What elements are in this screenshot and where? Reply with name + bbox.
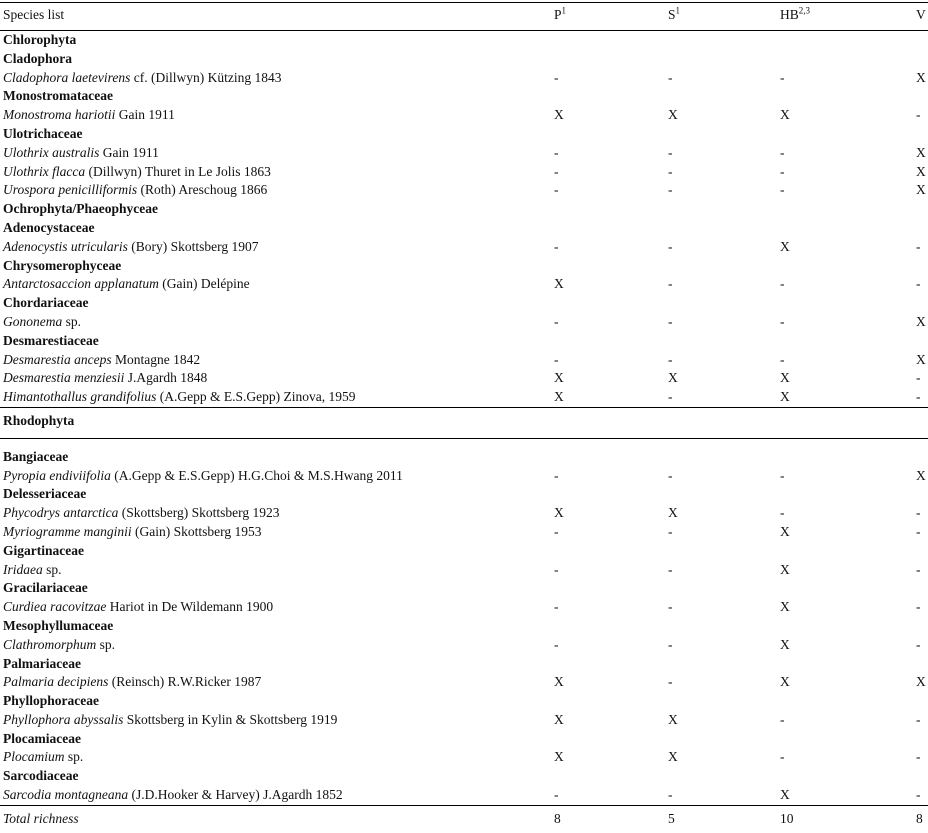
value-cell: X — [916, 467, 926, 483]
value-cell: X — [916, 674, 926, 690]
group-row — [0, 438, 928, 466]
species-row — [0, 388, 928, 407]
group-label-cell: Chrysomerophyceae — [3, 257, 122, 273]
value-cell — [916, 257, 928, 276]
value-cell: X — [668, 370, 678, 386]
value-cell: - — [916, 636, 921, 652]
species-name-cell: Myriogramme manginii (Gain) Skottsberg 1953 — [3, 523, 262, 539]
value-cell: 8 — [554, 805, 668, 833]
value-cell — [554, 125, 668, 144]
value-cell: - — [554, 182, 559, 198]
value-cell — [780, 257, 916, 276]
value-cell: - — [916, 276, 921, 292]
value-cell — [916, 655, 928, 674]
value-cell — [780, 579, 916, 598]
value-cell — [554, 407, 668, 438]
value-cell: - — [554, 636, 559, 652]
species-row — [0, 163, 928, 182]
group-row — [0, 617, 928, 636]
group-label-cell: Cladophora — [3, 50, 73, 66]
value-cell — [554, 438, 668, 466]
species-name-cell: Gononema sp. — [3, 313, 82, 329]
species-name-cell: Urospora penicilliformis (Roth) Areschoug 1866 — [3, 182, 268, 198]
group-label-cell: Sarcodiaceae — [3, 768, 79, 784]
value-cell: X — [916, 144, 926, 160]
value-cell: X — [780, 370, 790, 386]
value-cell — [668, 257, 780, 276]
value-cell — [780, 692, 916, 711]
species-name-cell: Phycodrys antarctica (Skottsberg) Skottsberg 1923 — [3, 505, 280, 521]
table-body — [0, 31, 928, 833]
value-cell: X — [554, 389, 564, 405]
header-superscript: 2,3 — [798, 5, 811, 16]
value-cell — [668, 617, 780, 636]
value-cell: - — [780, 163, 785, 179]
value-cell: - — [780, 711, 785, 727]
group-label-cell: Chordariaceae — [3, 295, 89, 311]
species-row — [0, 786, 928, 805]
value-cell — [916, 31, 928, 50]
value-cell — [916, 485, 928, 504]
value-cell — [780, 655, 916, 674]
species-row — [0, 181, 928, 200]
group-label-cell: Ochrophyta/Phaeophyceae — [3, 201, 158, 217]
value-cell: - — [668, 69, 673, 85]
value-cell — [780, 332, 916, 351]
value-cell — [916, 87, 928, 106]
value-cell — [668, 50, 780, 69]
value-cell: - — [780, 182, 785, 198]
value-cell — [916, 767, 928, 786]
value-cell — [554, 257, 668, 276]
value-cell: X — [554, 711, 564, 727]
species-name-cell: Palmaria decipiens (Reinsch) R.W.Ricker 1987 — [3, 674, 262, 690]
value-cell — [780, 767, 916, 786]
value-cell: - — [668, 276, 673, 292]
value-cell: - — [668, 561, 673, 577]
value-cell: X — [780, 636, 790, 652]
value-cell: - — [554, 69, 559, 85]
group-row — [0, 87, 928, 106]
value-cell: - — [554, 561, 559, 577]
species-table — [0, 2, 928, 833]
value-cell — [780, 31, 916, 50]
value-cell — [780, 542, 916, 561]
value-cell: - — [780, 749, 785, 765]
value-cell: X — [780, 389, 790, 405]
group-row — [0, 219, 928, 238]
value-cell: X — [668, 505, 678, 521]
value-cell — [780, 485, 916, 504]
value-cell: - — [916, 599, 921, 615]
value-cell: - — [554, 163, 559, 179]
species-row — [0, 561, 928, 580]
species-row — [0, 636, 928, 655]
group-row — [0, 200, 928, 219]
value-cell: X — [668, 107, 678, 123]
group-row — [0, 730, 928, 749]
value-cell — [916, 200, 928, 219]
column-header-p: $P^1$ — [554, 3, 668, 31]
value-cell: X — [668, 711, 678, 727]
value-cell — [554, 767, 668, 786]
value-cell — [916, 579, 928, 598]
group-row — [0, 579, 928, 598]
value-cell: - — [554, 599, 559, 615]
column-header-v: V — [916, 3, 928, 31]
column-header-species-list: Species list — [0, 3, 554, 31]
value-cell: - — [916, 107, 921, 123]
value-cell: X — [554, 276, 564, 292]
value-cell — [916, 125, 928, 144]
value-cell: - — [916, 505, 921, 521]
value-cell — [916, 50, 928, 69]
group-label-cell: Bangiaceae — [3, 448, 69, 464]
value-cell: 5 — [668, 805, 780, 833]
species-row — [0, 106, 928, 125]
value-cell: - — [916, 389, 921, 405]
value-cell: X — [780, 599, 790, 615]
value-cell — [554, 617, 668, 636]
value-cell — [668, 438, 780, 466]
header-row — [0, 3, 928, 31]
value-cell: - — [668, 163, 673, 179]
species-name-cell: Cladophora laetevirens cf. (Dillwyn) Kützing 1843 — [3, 69, 282, 85]
value-cell — [916, 617, 928, 636]
value-cell: - — [668, 389, 673, 405]
value-cell: X — [554, 749, 564, 765]
value-cell — [780, 407, 916, 438]
value-cell — [554, 200, 668, 219]
value-cell — [668, 125, 780, 144]
value-cell: - — [668, 674, 673, 690]
value-cell — [916, 219, 928, 238]
species-row — [0, 504, 928, 523]
value-cell: - — [554, 313, 559, 329]
value-cell — [668, 542, 780, 561]
value-cell — [780, 200, 916, 219]
header-superscript: 1 — [675, 5, 681, 16]
value-cell: X — [916, 163, 926, 179]
value-cell — [554, 50, 668, 69]
value-cell: X — [668, 749, 678, 765]
species-name-cell: Curdiea racovitzae Hariot in De Wildemann 1900 — [3, 599, 274, 615]
value-cell: - — [668, 182, 673, 198]
species-row — [0, 467, 928, 486]
species-name-cell: Ulothrix flacca (Dillwyn) Thuret in Le Jolis 1863 — [3, 163, 271, 179]
value-cell: - — [554, 144, 559, 160]
value-cell — [916, 438, 928, 466]
column-header-hb: HB$^{2,3}$ — [780, 3, 916, 31]
value-cell: - — [668, 351, 673, 367]
group-label-cell: Palmariaceae — [3, 655, 81, 671]
value-cell — [916, 730, 928, 749]
value-cell — [780, 438, 916, 466]
value-cell — [780, 219, 916, 238]
group-row — [0, 655, 928, 674]
total-label-cell: Total richness — [0, 805, 554, 833]
value-cell: - — [780, 69, 785, 85]
group-row — [0, 692, 928, 711]
species-name-cell: Ulothrix australis Gain 1911 — [3, 144, 159, 160]
value-cell — [554, 692, 668, 711]
value-cell — [668, 87, 780, 106]
value-cell: - — [554, 351, 559, 367]
value-cell — [780, 730, 916, 749]
species-name-cell: Iridaea sp. — [3, 561, 62, 577]
value-cell: - — [916, 561, 921, 577]
value-cell — [780, 617, 916, 636]
value-cell — [668, 294, 780, 313]
species-name-cell: Adenocystis utricularis (Bory) Skottsberg 1907 — [3, 238, 259, 254]
species-row — [0, 598, 928, 617]
value-cell: - — [780, 467, 785, 483]
value-cell: X — [780, 238, 790, 254]
section-row — [0, 407, 928, 438]
value-cell: - — [668, 787, 673, 803]
group-row — [0, 332, 928, 351]
value-cell: X — [916, 182, 926, 198]
species-row — [0, 711, 928, 730]
value-cell — [668, 767, 780, 786]
value-cell: X — [554, 370, 564, 386]
value-cell — [780, 125, 916, 144]
species-name-cell: Desmarestia menziesii J.Agardh 1848 — [3, 370, 208, 386]
value-cell — [916, 332, 928, 351]
group-label-cell: Plocamiaceae — [3, 730, 81, 746]
value-cell: X — [916, 313, 926, 329]
group-row — [0, 125, 928, 144]
value-cell: - — [668, 467, 673, 483]
value-cell — [668, 407, 780, 438]
group-label-cell: Mesophyllumaceae — [3, 617, 114, 633]
value-cell — [554, 542, 668, 561]
value-cell: X — [554, 674, 564, 690]
value-cell — [554, 579, 668, 598]
value-cell — [554, 87, 668, 106]
group-label-cell: Rhodophyta — [0, 407, 554, 438]
species-name-cell: Himantothallus grandifolius (A.Gepp & E.S.Gepp) Zinova, 1959 — [3, 389, 356, 405]
value-cell: - — [668, 523, 673, 539]
value-cell — [780, 294, 916, 313]
value-cell: X — [554, 505, 564, 521]
species-name-cell: Pyropia endiviifolia (A.Gepp & E.S.Gepp) H.G.Choi & M.S.Hwang 2011 — [3, 467, 403, 483]
species-name-cell: Monostroma hariotii Gain 1911 — [3, 107, 175, 123]
value-cell: X — [554, 107, 564, 123]
group-row — [0, 767, 928, 786]
value-cell — [916, 407, 928, 438]
value-cell: - — [916, 370, 921, 386]
value-cell — [668, 332, 780, 351]
species-row — [0, 351, 928, 370]
species-name-cell: Sarcodia montagneana (J.D.Hooker & Harvey) J.Agardh 1852 — [3, 787, 343, 803]
species-row — [0, 673, 928, 692]
value-cell: X — [780, 561, 790, 577]
value-cell — [554, 485, 668, 504]
value-cell: - — [780, 505, 785, 521]
value-cell: - — [554, 467, 559, 483]
value-cell: - — [916, 238, 921, 254]
value-cell — [668, 579, 780, 598]
value-cell — [554, 655, 668, 674]
group-row — [0, 294, 928, 313]
value-cell — [916, 542, 928, 561]
value-cell — [916, 692, 928, 711]
value-cell — [668, 692, 780, 711]
value-cell — [668, 655, 780, 674]
value-cell — [554, 730, 668, 749]
species-row — [0, 69, 928, 88]
group-row — [0, 31, 928, 50]
total-row — [0, 805, 928, 833]
group-row — [0, 485, 928, 504]
value-cell: - — [916, 711, 921, 727]
species-row — [0, 275, 928, 294]
species-name-cell: Antarctosaccion applanatum (Gain) Delépine — [3, 276, 250, 292]
value-cell — [668, 730, 780, 749]
group-label-cell: Gracilariaceae — [3, 580, 88, 596]
value-cell: - — [554, 238, 559, 254]
value-cell: X — [780, 107, 790, 123]
species-row — [0, 313, 928, 332]
value-cell — [916, 294, 928, 313]
value-cell — [780, 50, 916, 69]
group-label-cell: Chlorophyta — [3, 32, 77, 47]
species-row — [0, 748, 928, 767]
group-label-cell: Adenocystaceae — [3, 219, 95, 235]
value-cell: X — [780, 674, 790, 690]
value-cell: 10 — [780, 805, 916, 833]
value-cell — [554, 31, 668, 50]
value-cell: - — [916, 523, 921, 539]
value-cell: - — [668, 313, 673, 329]
value-cell: - — [780, 276, 785, 292]
group-label-cell: Delesseriaceae — [3, 486, 87, 502]
value-cell — [554, 294, 668, 313]
value-cell: X — [916, 69, 926, 85]
value-cell: - — [668, 238, 673, 254]
species-row — [0, 523, 928, 542]
value-cell: - — [916, 749, 921, 765]
group-label-cell: Desmarestiaceae — [3, 332, 99, 348]
value-cell: X — [780, 523, 790, 539]
column-header-s: $S^1$ — [668, 3, 780, 31]
value-cell: - — [668, 144, 673, 160]
value-cell: - — [780, 144, 785, 160]
species-row — [0, 238, 928, 257]
value-cell — [554, 219, 668, 238]
value-cell: - — [916, 787, 921, 803]
value-cell: X — [780, 787, 790, 803]
group-row — [0, 50, 928, 69]
group-row — [0, 542, 928, 561]
group-label-cell: Phyllophoraceae — [3, 693, 99, 709]
group-label-cell: Gigartinaceae — [3, 542, 84, 558]
value-cell: - — [780, 351, 785, 367]
value-cell: - — [780, 313, 785, 329]
value-cell — [780, 87, 916, 106]
header-superscript: 1 — [561, 5, 567, 16]
species-name-cell: Phyllophora abyssalis Skottsberg in Kylin & Skottsberg 1919 — [3, 711, 338, 727]
value-cell: - — [554, 523, 559, 539]
value-cell — [668, 200, 780, 219]
value-cell: X — [916, 351, 926, 367]
value-cell — [668, 485, 780, 504]
value-cell: - — [668, 599, 673, 615]
group-row — [0, 257, 928, 276]
species-name-cell: Desmarestia anceps Montagne 1842 — [3, 351, 201, 367]
species-row — [0, 369, 928, 388]
species-row — [0, 144, 928, 163]
species-name-cell: Clathromorphum sp. — [3, 636, 116, 652]
value-cell — [554, 332, 668, 351]
value-cell: - — [668, 636, 673, 652]
species-name-cell: Plocamium sp. — [3, 749, 84, 765]
value-cell — [668, 219, 780, 238]
value-cell — [668, 31, 780, 50]
group-label-cell: Ulotrichaceae — [3, 125, 83, 141]
table-header — [0, 3, 928, 31]
value-cell: 8 — [916, 805, 928, 833]
value-cell: - — [554, 787, 559, 803]
group-label-cell: Monostromataceae — [3, 88, 113, 104]
